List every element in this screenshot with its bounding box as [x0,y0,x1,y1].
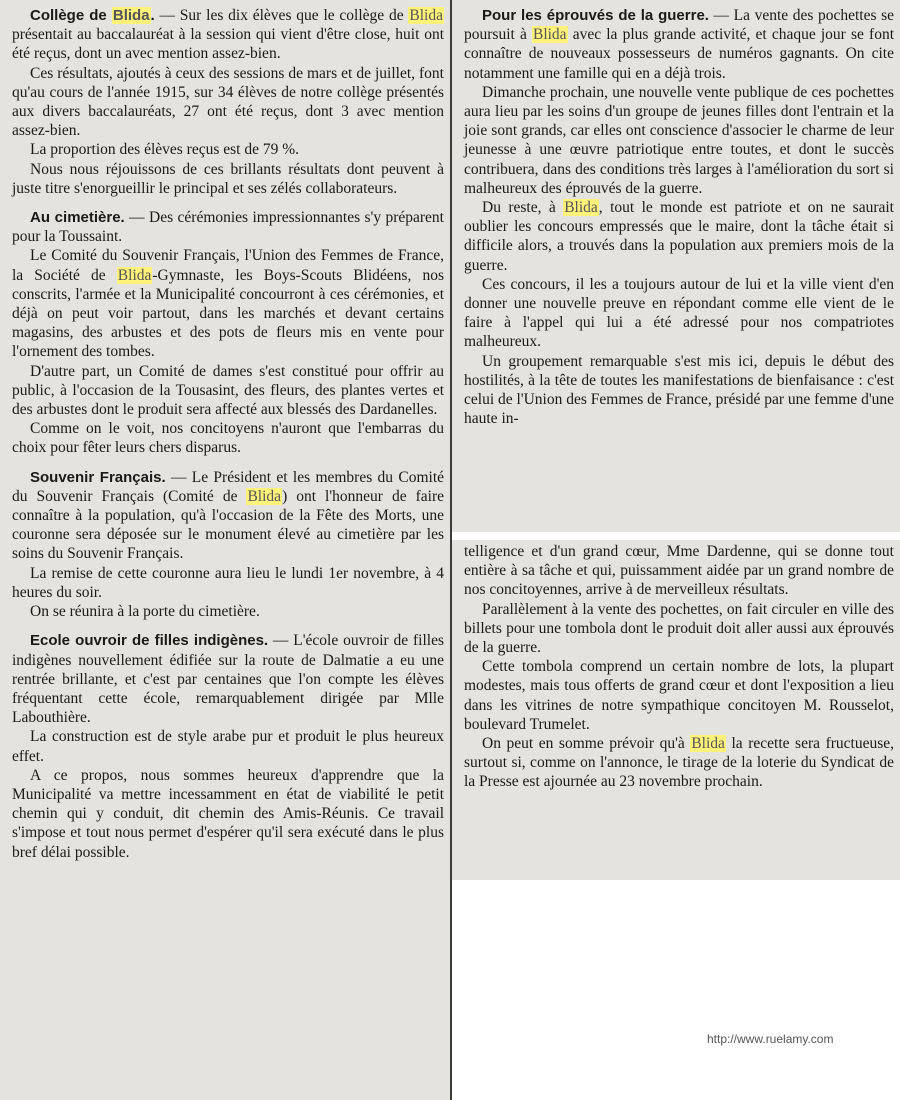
blida-highlight: Blida [247,487,282,505]
source-credit: http://www.ruelamy.com [707,1032,834,1046]
souvenir-paragraph-2: La remise de cette couronne aura lieu le lundi 1er novembre, à 4 heures du soir. [12,564,444,601]
cimetiere-paragraph-2: Le Comité du Souvenir Français, l'Union des Femmes de France, la Société de Blida-Gymnaste, les Boys-Scouts Blidéens, nos conscrits, l'armée et la Municipalité concourront à ces cérémonies, et déjà on peut voir partout, dans les marchés et devant certains magasins, des arbustes et des pots de fleurs mis en vente pour l'ornement des tombes. [12,247,444,361]
right-top-clipping [452,0,900,532]
ecole-paragraph-2: La construction est de style arabe pur et produit le plus heureux effet. [12,728,444,765]
blida-highlight: Blida [532,26,567,44]
eprouves-paragraph-3: Du reste, à Blida, tout le monde est patriote et on ne saurait oublier les concours empressés que le maire, dont la tâche était si difficile alors, a trouvés dans la population aux premiers mois de la guerre. [464,199,894,274]
article-college [12,6,444,198]
college-paragraph-1: Collège de Blida. — Sur les dix élèves que le collège de Blida présentait au baccalauréat à la session qui vient d'être close, huit ont été reçus, dont un avec mention assez-bien. [12,7,444,63]
continuation-paragraph-2: Parallèlement à la vente des pochettes, on fait circuler en ville des billets pour une tombola dont le produit doit aller aussi aux éprouvés de la guerre. [464,600,894,657]
article-souvenir [12,468,444,622]
ecole-paragraph-3: A ce propos, nous sommes heureux d'apprendre que la Municipalité va mettre incessamment en état de viabilité le petit chemin qui y conduit, dit chemin des Amis-Réunis. Ce travail s'impose et tout nous permet d'espérer qu'il sera exécuté dans le plus bref délai possible. [12,766,444,861]
souvenir-paragraph-1: Souvenir Français. — Le Président et les membres du Comité du Souvenir Français (Comité de Blida) ont l'honneur de faire connaître à la population, qu'à l'occasion de la Fête des Morts, une couronne sera déposée sur le monument élevé au cimetière par les soins du Souvenir Français. [12,468,445,563]
college-paragraph-3: La proportion des élèves reçus est de 79 %. [30,141,300,159]
blida-highlight: Blida [409,7,443,24]
cimetiere-paragraph-3: D'autre part, un Comité de dames s'est constitué pour offrir au public, à l'occasion de la Tousasint, des fleurs, des plantes vertes et des arbustes dont le produit sera affecté aux blessés des Dardanelles. [12,362,444,419]
ecole-paragraph-1: Ecole ouvroir de filles indigènes. — L'école ouvroir de filles indigènes nouvellement édifiée sur la route de Dalmatie a eu une rentrée brillante, et c'est par centaines que l'on compte les élèves fréquentant cette école, remarquablement dirigée par Mlle Labouthière. [12,632,444,727]
blida-highlight: Blida [117,266,152,284]
eprouves-paragraph-2: Dimanche prochain, une nouvelle vente publique de ces pochettes aura lieu par les soins d'un groupe de jeunes filles dont l'entrain et la joie sont grands, car elles ont conscience d'associer le charme de leur jeunesse à une œuvre patriotique entre toutes, et dont le succès contribuera, dans des conditions très larges à l'amélioration du sort si malheureux des éprouvés de la guerre. [464,83,894,197]
ecole-heading: Ecole ouvroir de filles indigènes. [30,632,269,650]
eprouves-paragraph-4: Ces concours, il les a toujours autour de lui et la ville vient d'en donner une nouvelle preuve en répondant comme elle vient de le faire à l'appel qui lui a été adressé pour nos compatriotes malheureux. [464,275,894,351]
cimetiere-heading: Au cimetière. [30,209,125,227]
college-heading: Collège de Blida. [30,7,155,24]
blida-highlight: Blida [564,199,598,217]
clipping-gap [452,532,900,540]
souvenir-heading: Souvenir Français. [30,468,166,486]
eprouves-heading: Pour les éprouvés de la guerre. [482,7,709,24]
eprouves-paragraph-5: Un groupement remarquable s'est mis ici, depuis le début des hostilités, à la tête de toutes les manifestations de bienfaisance : c'est celui de l'Union des Femmes de France, présidé par une femme d'une haute in- [464,352,894,428]
article-continuation [464,542,894,792]
eprouves-paragraph-1: Pour les éprouvés de la guerre. — La vente des pochettes se poursuit à Blida avec la plus grande activité, et chaque jour se font connaître de nouveaux possesseurs de numéros gagnants. On cite notamment une famille qui en a déjà trois. [464,7,895,82]
souvenir-paragraph-3: On se réunira à la porte du cimetière. [30,603,260,621]
blida-highlight: Blida [112,7,150,24]
blida-highlight: Blida [691,735,725,753]
cimetiere-paragraph-4: Comme on le voit, nos concitoyens n'auront que l'embarras du choix pour fêter leurs chers disparus. [12,420,444,457]
article-cimetiere [12,208,444,458]
cimetiere-paragraph-1: Au cimetière. — Des cérémonies impressionnantes s'y préparent pour la Toussaint. [12,209,444,246]
college-paragraph-4: Nous nous réjouissons de ces brillants résultats dont peuvent à juste titre s'enorgueillir le principal et ses zélés collaborateurs. [12,160,444,197]
continuation-paragraph-3: Cette tombola comprend un certain nombre de lots, la plupart modestes, mais tous offerts de grand cœur et dont l'exposition a lieu dans les vitrines de notre sympathique concitoyen M. Rousselot, boulevard Trumelet. [464,658,894,733]
college-paragraph-2: Ces résultats, ajoutés à ceux des sessions de mars et de juillet, font qu'au cours de l'année 1915, sur 34 élèves de notre collège présentés aux divers baccalauréats, 27 ont été reçus, dont 3 avec mention assez-bien. [12,64,444,140]
continuation-paragraph-4: On peut en somme prévoir qu'à Blida la recette sera fructueuse, surtout si, comme on l'annonce, le tirage de la loterie du Syndicat de la Presse est ajournée au 23 novembre prochain. [464,735,894,791]
continuation-paragraph-1: telligence et d'un grand cœur, Mme Dardenne, qui se donne tout entière à sa tâche et qui, puissamment aidée par un grand nombre de nos concitoyennes, arrive à de merveilleux résultats. [464,543,894,599]
article-ecole [12,631,444,861]
right-bottom-clipping [452,540,900,880]
article-eprouves [464,6,894,428]
